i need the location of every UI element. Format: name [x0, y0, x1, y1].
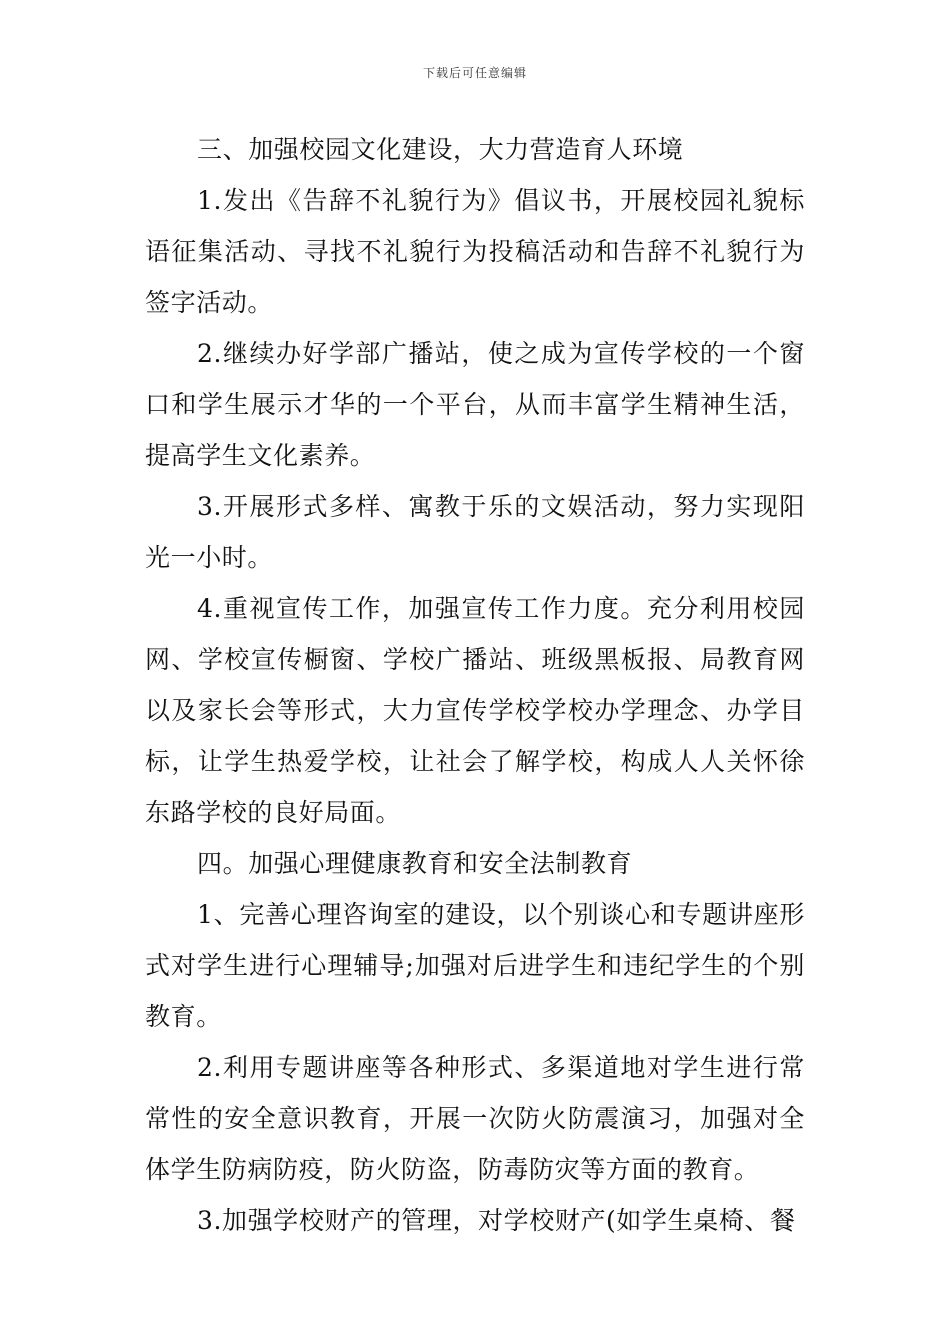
paragraph-item-2: 2.继续办好学部广播站，使之成为宣传学校的一个窗口和学生展示才华的一个平台，从而丰富学生精神生活，提高学生文化素养。: [145, 339, 805, 470]
section-heading-four: 四。加强心理健康教育和安全法制教育: [197, 849, 633, 878]
paragraph-item-4: 4.重视宣传工作，加强宣传工作力度。充分利用校园网、学校宣传橱窗、学校广播站、班级黑板报、局教育网以及家长会等形式，大力宣传学校学校办学理念、办学目标，让学生热爱学校，让社会了解学校，构成人人关怀徐东路学校的良好局面。: [145, 594, 805, 827]
paragraph-item-4-1: 1、完善心理咨询室的建设，以个别谈心和专题讲座形式对学生进行心理辅导;加强对后进学生和违纪学生的个别教育。: [145, 900, 805, 1031]
paragraph-item-4-3: 3.加强学校财产的管理，对学校财产(如学生桌椅、餐: [197, 1206, 796, 1235]
header-note: 下载后可任意编辑: [422, 66, 527, 80]
paragraph-item-4-2: 2.利用专题讲座等各种形式、多渠道地对学生进行常常性的安全意识教育，开展一次防火防震演习，加强对全体学生防病防疫，防火防盗，防毒防灾等方面的教育。: [145, 1053, 805, 1184]
document-body: [145, 124, 805, 1246]
paragraph-item-3: 3.开展形式多样、寓教于乐的文娱活动，努力实现阳光一小时。: [145, 492, 805, 572]
paragraph-item-1: 1.发出《告辞不礼貌行为》倡议书，开展校园礼貌标语征集活动、寻找不礼貌行为投稿活动和告辞不礼貌行为签字活动。: [145, 186, 805, 317]
section-heading-three: 三、加强校园文化建设，大力营造育人环境: [197, 135, 684, 164]
